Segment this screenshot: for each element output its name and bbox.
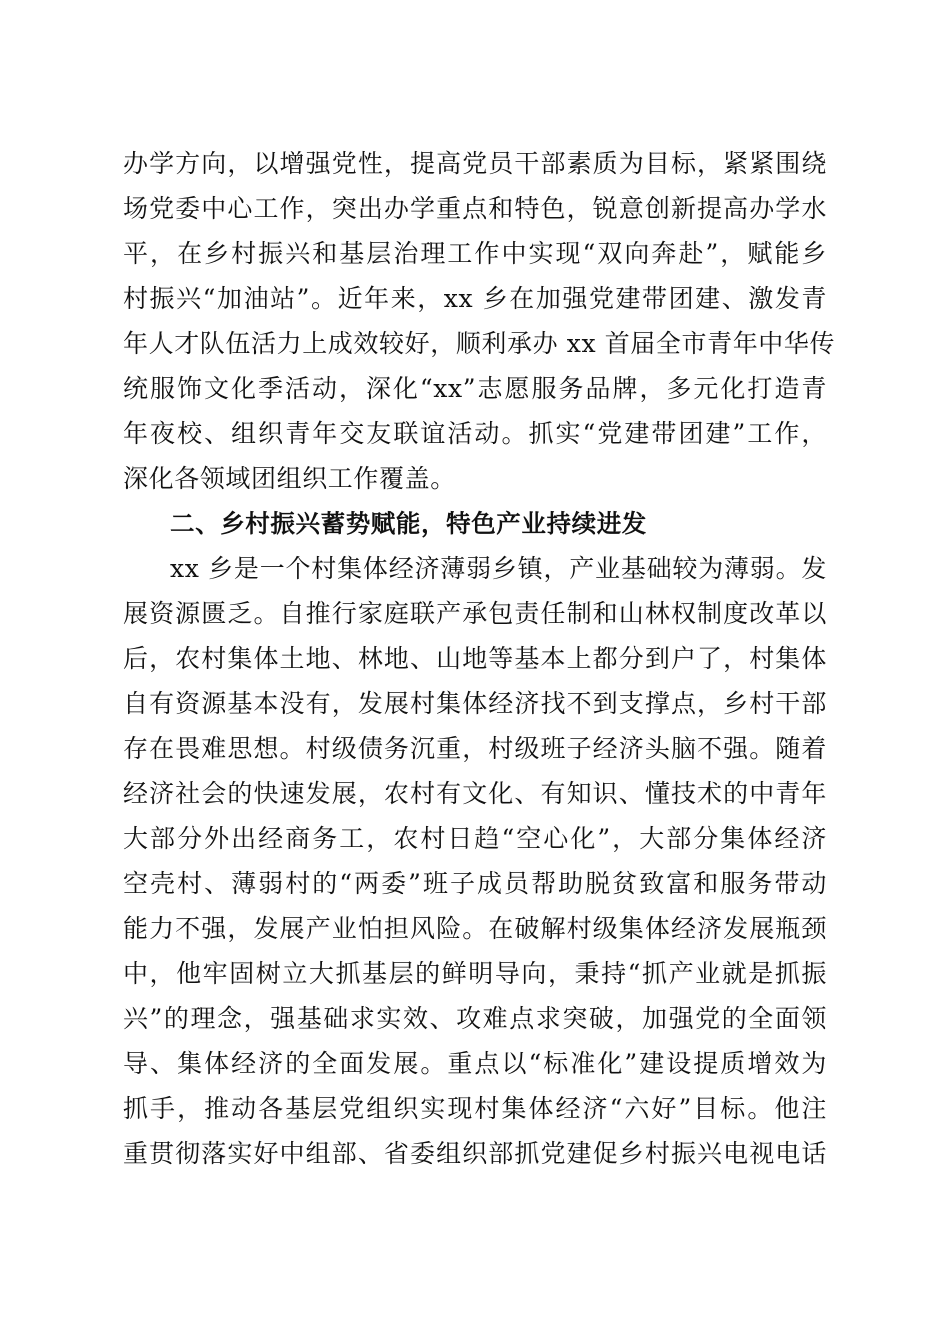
paragraph-2-line-4: 自有资源基本没有，发展村集体经济找不到支撑点，乡村干部 — [123, 689, 827, 718]
paragraph-2-line-10: 中，他牢固树立大抓基层的鲜明导向，秉持“抓产业就是抓振 — [123, 959, 827, 988]
paragraph-1-line-8: 深化各领域团组织工作覆盖。 — [123, 464, 456, 493]
paragraph-2-line-9: 能力不强，发展产业怕担风险。在破解村级集体经济发展瓶颈 — [123, 914, 827, 943]
paragraph-2-line-12: 导、集体经济的全面发展。重点以“标准化”建设提质增效为 — [123, 1049, 827, 1078]
paragraph-2-line-2: 展资源匮乏。自推行家庭联产承包责任制和山林权制度改革以 — [123, 599, 827, 628]
paragraph-2-line-7: 大部分外出经商务工，农村日趋“空心化”，大部分集体经济 — [123, 824, 827, 853]
paragraph-1-line-3: 平，在乡村振兴和基层治理工作中实现“双向奔赴”，赋能乡 — [123, 239, 827, 268]
paragraph-2-line-13: 抓手，推动各基层党组织实现村集体经济“六好”目标。他注 — [123, 1094, 827, 1123]
paragraph-2-line-11: 兴”的理念，强基础求实效、攻难点求突破，加强党的全面领 — [123, 1004, 827, 1033]
paragraph-1-line-6: 统服饰文化季活动，深化“xx”志愿服务品牌，多元化打造青 — [123, 374, 827, 403]
paragraph-1-line-5: 年人才队伍活力上成效较好，顺利承办 xx 首届全市青年中华传 — [123, 329, 836, 358]
paragraph-1-line-4: 村振兴“加油站”。近年来，xx 乡在加强党建带团建、激发青 — [123, 284, 827, 313]
paragraph-1-line-2: 场党委中心工作，突出办学重点和特色，锐意创新提高办学水 — [123, 194, 827, 223]
paragraph-2-line-5: 存在畏难思想。村级债务沉重，村级班子经济头脑不强。随着 — [123, 734, 827, 763]
paragraph-1-line-1: 办学方向，以增强党性，提高党员干部素质为目标，紧紧围绕 — [123, 149, 827, 178]
paragraph-2-line-14: 重贯彻落实好中组部、省委组织部抓党建促乡村振兴电视电话 — [123, 1139, 827, 1168]
section-heading: 二、乡村振兴蓄势赋能，特色产业持续进发 — [170, 509, 647, 538]
paragraph-1-line-7: 年夜校、组织青年交友联谊活动。抓实“党建带团建”工作， — [123, 419, 827, 448]
paragraph-2-line-6: 经济社会的快速发展，农村有文化、有知识、懂技术的中青年 — [123, 779, 827, 808]
paragraph-2-line-1: xx 乡是一个村集体经济薄弱乡镇，产业基础较为薄弱。发 — [170, 554, 827, 583]
paragraph-2-line-8: 空壳村、薄弱村的“两委”班子成员帮助脱贫致富和服务带动 — [123, 869, 827, 898]
paragraph-2-line-3: 后，农村集体土地、林地、山地等基本上都分到户了，村集体 — [123, 644, 827, 673]
